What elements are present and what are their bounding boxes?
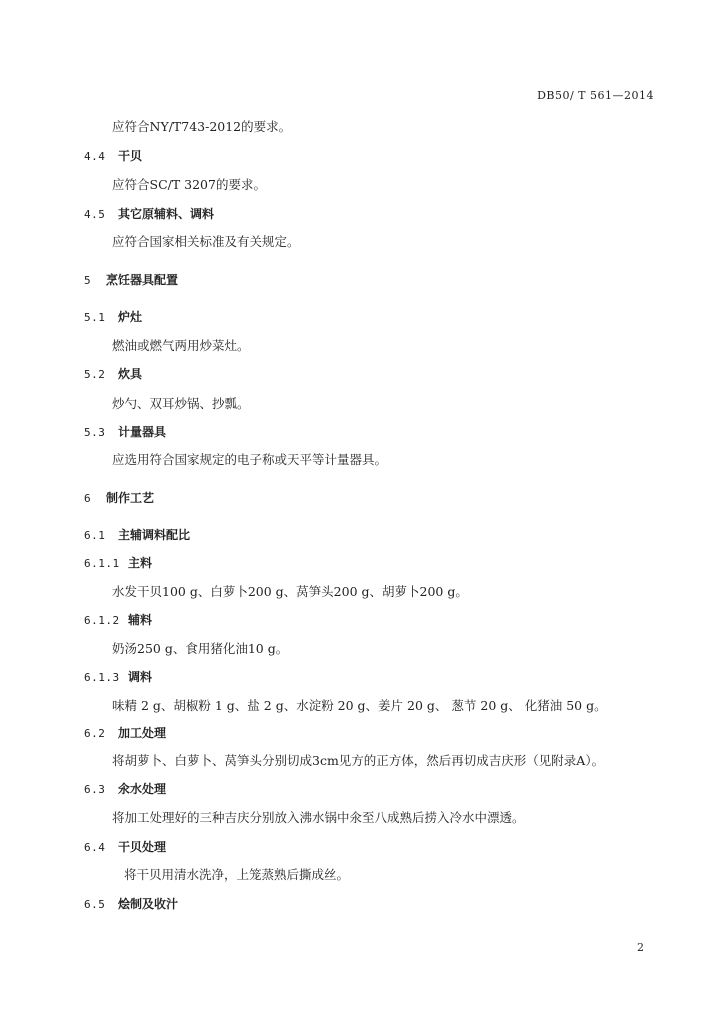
paragraph: 奶汤250 g、食用猪化油10 g。 [112,641,289,656]
section-heading [84,839,166,856]
subsection-title: 主料 [128,556,153,570]
section-title: 炉灶 [118,310,143,324]
section-title: 干贝 [118,149,143,163]
section-number: 5.3 [84,426,106,439]
section-heading [84,896,178,913]
section-number: 4.5 [84,208,106,221]
paragraph: 将胡萝卜、白萝卜、莴笋头分别切成3cm见方的正方体，然后再切成吉庆形（见附录A）。 [112,753,605,768]
section-number: 4.4 [84,150,106,163]
section-heading [84,781,166,798]
section-number: 6.3 [84,783,106,796]
document-id: DB50/ T 561—2014 [537,89,654,102]
section-heading [84,148,142,165]
page-number: 2 [637,941,644,954]
section-heading [84,366,142,383]
section-title: 炊具 [118,367,143,381]
section-number: 5.2 [84,368,106,381]
section-title: 主辅调料配比 [118,528,191,542]
section-title: 其它原辅料、调料 [118,207,215,221]
section-title: 烩制及收汁 [118,897,179,911]
chapter-number: 6 [84,492,92,505]
section-number: 6.2 [84,727,106,740]
chapter-heading [84,490,154,507]
paragraph: 将干贝用清水洗净，上笼蒸熟后撕成丝。 [124,867,350,882]
section-title: 干贝处理 [118,840,167,854]
section-number: 6.4 [84,841,106,854]
paragraph: 水发干贝100 g、白萝卜200 g、莴笋头200 g、胡萝卜200 g。 [112,584,468,599]
chapter-title: 烹饪器具配置 [106,273,179,287]
paragraph: 味精 2 g、胡椒粉 1 g、盐 2 g、水淀粉 20 g、姜片 20 g、 葱节 20 g、 化猪油 50 g。 [112,698,607,713]
section-number: 6.5 [84,898,106,911]
paragraph: 应符合NY/T743-2012的要求。 [112,119,292,134]
section-heading [84,309,142,326]
paragraph: 应选用符合国家规定的电子称或天平等计量器具。 [112,452,388,467]
paragraph: 应符合国家相关标准及有关规定。 [112,234,300,249]
subsection-number: 6.1.1 [84,557,120,570]
paragraph: 炒勺、双耳炒锅、抄瓢。 [112,396,250,411]
section-title: 计量器具 [118,425,167,439]
subsection-number: 6.1.3 [84,671,120,684]
section-heading [84,424,166,441]
chapter-heading [84,272,178,289]
section-heading [84,725,166,742]
subsection-heading [84,612,152,629]
paragraph: 应符合SC/T 3207的要求。 [112,177,266,192]
section-title: 加工处理 [118,726,167,740]
subsection-heading [84,669,152,686]
subsection-title: 辅料 [128,613,153,627]
subsection-heading [84,555,152,572]
paragraph: 将加工处理好的三种吉庆分别放入沸水锅中氽至八成熟后捞入冷水中漂透。 [112,810,525,825]
section-heading [84,527,190,544]
section-number: 6.1 [84,529,106,542]
subsection-title: 调料 [128,670,153,684]
chapter-title: 制作工艺 [106,491,155,505]
chapter-number: 5 [84,274,92,287]
section-heading [84,206,214,223]
subsection-number: 6.1.2 [84,614,120,627]
paragraph: 燃油或燃气两用炒菜灶。 [112,338,250,353]
section-number: 5.1 [84,311,106,324]
section-title: 氽水处理 [118,782,167,796]
